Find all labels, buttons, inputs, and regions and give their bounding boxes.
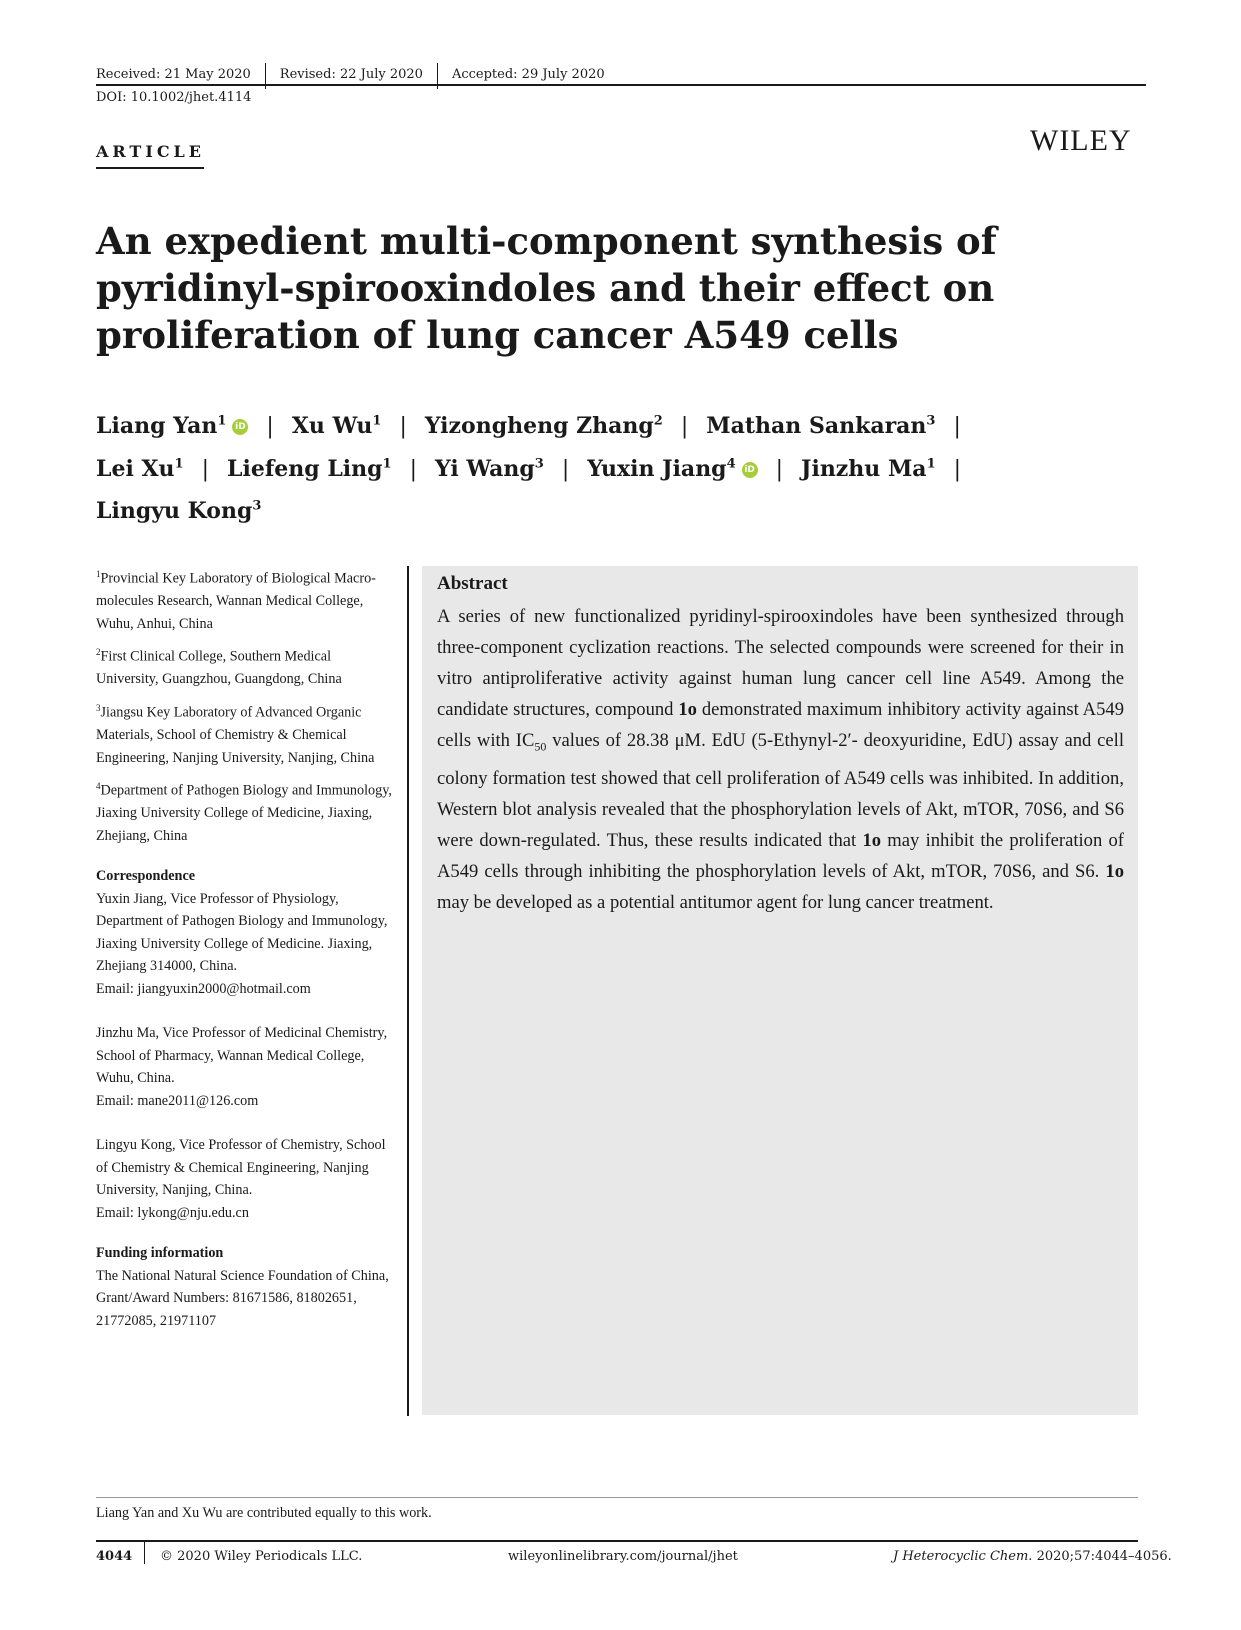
column-divider bbox=[407, 566, 409, 1416]
email-link[interactable]: Email: lykong@nju.edu.cn bbox=[96, 1204, 249, 1221]
email-link[interactable]: Email: jiangyuxin2000@hotmail.com bbox=[96, 980, 311, 997]
author-divider: | bbox=[775, 456, 784, 482]
author[interactable]: Lingyu Kong$^3$ bbox=[96, 497, 262, 524]
affiliation: $^2$First Clinical College, Southern Medical University, Guangzhou, Guangdong, China bbox=[96, 647, 342, 688]
author-divider: | bbox=[561, 456, 570, 482]
received-date: Received: 21 May 2020 bbox=[96, 66, 251, 82]
compound-label: 1o bbox=[862, 829, 882, 851]
correspondence-heading: Correspondence bbox=[96, 868, 196, 885]
footnote-rule bbox=[96, 1497, 1138, 1498]
author-divider: | bbox=[399, 414, 407, 440]
affiliation: $^3$Jiangsu Key Laboratory of Advanced Organic Materials, School of Chemistry & Chemical Engineering, Nanjing University, Nanjing, China bbox=[96, 702, 375, 766]
author-divider: | bbox=[953, 456, 962, 482]
abstract-body: A series of new functionalized pyridinyl-spirooxindoles have been synthesized through three-component cyclization reactions. The selected compounds were screened for their in vitro antiproliferative activity against human lung cancer cell line A549. Among the candidate structures, compound 1o demonstrated maximum inhibitory activity against A549 cells with $IC_{50}$ values of 28.38 μM. EdU (5-Ethynyl-2′- deoxyuridine, EdU) assay and cell colony formation test showed that cell proliferation of A549 cells was inhibited. In addition, Western blot analysis revealed that the phosphorylation levels of Akt, mTOR, 70S6, and S6 were down-regulated. Thus, these results indicated that 1o may inhibit the proliferation of A549 cells through inhibiting the phosphorylation levels of Akt, mTOR, 70S6, and S6. 1o may be developed as a potential antitumor agent for lung cancer treatment. bbox=[437, 606, 1124, 913]
header-rule bbox=[96, 84, 1146, 86]
author[interactable]: Lei Xu$^1$ bbox=[96, 455, 184, 482]
copyright: © 2020 Wiley Periodicals LLC. bbox=[160, 1549, 363, 1564]
publisher-logo: WILEY bbox=[1030, 124, 1132, 157]
orcid-icon[interactable]: iD bbox=[742, 462, 758, 478]
compound-label: 1o bbox=[678, 699, 697, 720]
author-divider: | bbox=[201, 456, 210, 482]
accepted-date: Accepted: 29 July 2020 bbox=[451, 66, 605, 82]
orcid-icon[interactable]: iD bbox=[232, 419, 248, 435]
correspondence-entry: Lingyu Kong, Vice Professor of Chemistry, School of Chemistry & Chemical Engineering, Nanjing University, Nanjing, China. Email: lykong@nju.edu.cn bbox=[96, 1137, 386, 1221]
author[interactable]: Yuxin Jiang$^4$ bbox=[587, 455, 736, 482]
author-list bbox=[96, 403, 1146, 530]
article-title: An expedient multi-component synthesis of pyridinyl-spirooxindoles and their effect on proliferation of lung cancer A549 cells bbox=[96, 219, 997, 357]
author-row bbox=[96, 403, 1146, 445]
affiliation: $^1$Provincial Key Laboratory of Biological Macro-molecules Research, Wannan Medical College, Wuhu, Anhui, China bbox=[96, 569, 376, 632]
author[interactable]: Yi Wang$^3$ bbox=[435, 455, 544, 482]
revised-date: Revised: 22 July 2020 bbox=[279, 66, 423, 82]
compound-label: 1o bbox=[1105, 860, 1124, 882]
journal-url[interactable]: wileyonlinelibrary.com/journal/jhet bbox=[508, 1549, 738, 1564]
footer-rule bbox=[96, 1540, 1138, 1542]
author[interactable]: Mathan Sankaran$^3$ bbox=[706, 413, 936, 440]
affiliation: $^4$Department of Pathogen Biology and Immunology, Jiaxing University College of Medicine, Jiaxing, Zhejiang, China bbox=[96, 781, 392, 844]
author-divider: | bbox=[680, 414, 689, 440]
author[interactable]: Liefeng Ling$^1$ bbox=[227, 455, 392, 482]
funding-text: The National Natural Science Foundation of China, Grant/Award Numbers: 81671586, 81802651, 21772085, 21971107 bbox=[96, 1267, 389, 1329]
page-number: 4044 bbox=[96, 1549, 133, 1564]
section-label: ARTICLE bbox=[96, 142, 205, 161]
author[interactable]: Yizongheng Zhang$^2$ bbox=[424, 413, 663, 440]
correspondence-entry: Yuxin Jiang, Vice Professor of Physiology, Department of Pathogen Biology and Immunology, Jiaxing University College of Medicine. Jiaxing, Zhejiang 314000, China. Email: jiangyuxin2000@hotmail.com bbox=[96, 890, 388, 997]
author-divider: | bbox=[266, 414, 274, 440]
sidebar-info bbox=[96, 563, 396, 1338]
citation: J Heterocyclic Chem. 2020;57:4044–4056. bbox=[893, 1549, 1172, 1564]
email-link[interactable]: Email: mane2011@126.com bbox=[96, 1092, 259, 1109]
funding-heading: Funding information bbox=[96, 1245, 224, 1262]
correspondence-entry: Jinzhu Ma, Vice Professor of Medicinal Chemistry, School of Pharmacy, Wannan Medical College, Wuhu, China. Email: mane2011@126.com bbox=[96, 1025, 388, 1109]
author-row bbox=[96, 488, 1146, 530]
footer-divider bbox=[144, 1542, 145, 1564]
author[interactable]: Liang Yan$^1$ bbox=[96, 413, 227, 440]
author[interactable]: Xu Wu$^1$ bbox=[291, 413, 382, 440]
author[interactable]: Jinzhu Ma$^1$ bbox=[801, 455, 936, 482]
abstract-heading: Abstract bbox=[437, 573, 508, 594]
author-divider: | bbox=[953, 414, 961, 440]
footnote: Liang Yan and Xu Wu are contributed equally to this work. bbox=[96, 1505, 432, 1521]
doi[interactable]: DOI: 10.1002/jhet.4114 bbox=[96, 90, 252, 105]
author-row bbox=[96, 445, 1146, 487]
section-underline bbox=[96, 167, 204, 169]
author-divider: | bbox=[409, 456, 418, 482]
